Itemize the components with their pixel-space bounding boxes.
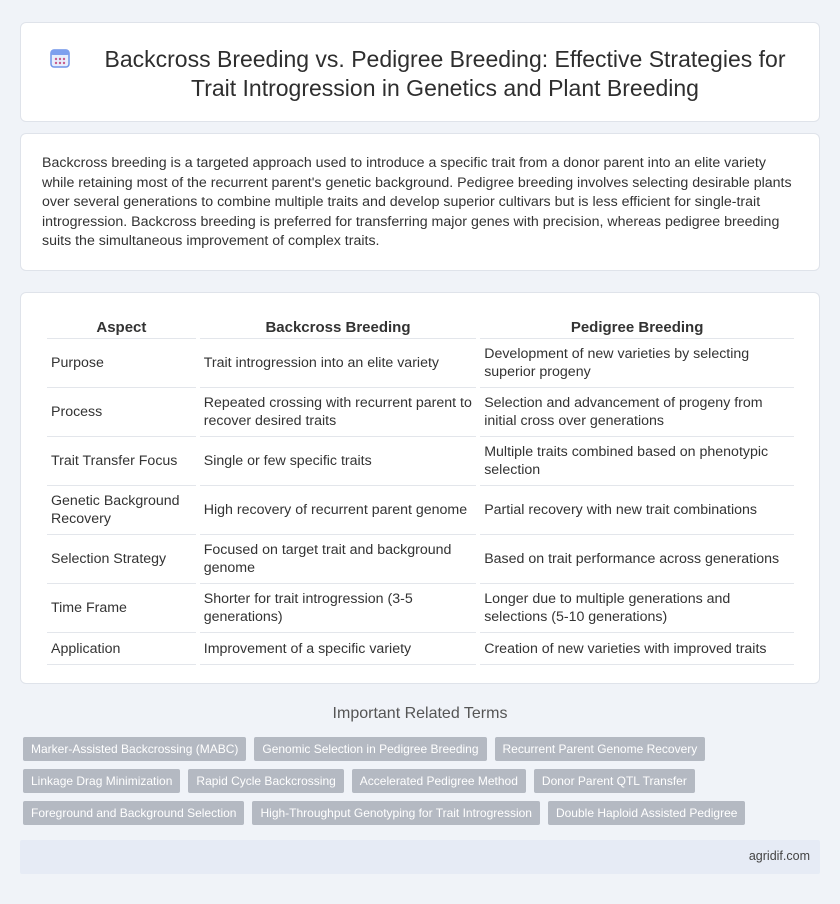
intro-paragraph: Backcross breeding is a targeted approach used to introduce a specific trait from a donor parent into an elite variety while retaining most of the recurrent parent's genetic background. Pedigree breeding involves selecting desirable plants over several generations to combine multiple traits and develop superior cultivars but is less efficient for single-trait introgression. Backcross breeding is preferred for transferring major genes with precision, whereas pedigree breeding suits the simultaneous improvement of complex traits. [42, 155, 792, 249]
row-aspect: Time Frame [47, 584, 196, 633]
related-term-tag[interactable]: Linkage Drag Minimization [23, 769, 180, 793]
related-term-tag[interactable]: Donor Parent QTL Transfer [534, 769, 695, 793]
footer [20, 840, 820, 874]
row-pedigree: Partial recovery with new trait combinations [480, 486, 794, 535]
row-backcross: Shorter for trait introgression (3-5 generations) [200, 584, 476, 633]
row-backcross: Repeated crossing with recurrent parent to recover desired traits [200, 388, 476, 437]
related-term-tag[interactable]: Foreground and Background Selection [23, 801, 244, 825]
row-backcross: High recovery of recurrent parent genome [200, 486, 476, 535]
title-card [20, 22, 820, 122]
row-pedigree: Creation of new varieties with improved traits [480, 633, 794, 665]
row-aspect: Trait Transfer Focus [47, 437, 196, 486]
row-pedigree: Longer due to multiple generations and selections (5-10 generations) [480, 584, 794, 633]
row-pedigree: Based on trait performance across generations [480, 535, 794, 584]
related-term-tag[interactable]: Marker-Assisted Backcrossing (MABC) [23, 737, 246, 761]
intro-card [20, 133, 820, 271]
row-aspect: Selection Strategy [47, 535, 196, 584]
table-row [47, 388, 794, 437]
comparison-table [43, 315, 798, 665]
header-backcross: Backcross Breeding [200, 315, 476, 339]
row-pedigree: Development of new varieties by selecting superior progeny [480, 339, 794, 388]
related-term-tag[interactable]: Genomic Selection in Pedigree Breeding [254, 737, 486, 761]
header-pedigree: Pedigree Breeding [480, 315, 794, 339]
related-terms-list [23, 737, 813, 825]
row-backcross: Trait introgression into an elite variety [200, 339, 476, 388]
table-row [47, 486, 794, 535]
row-backcross: Focused on target trait and background genome [200, 535, 476, 584]
footer-site-link[interactable]: agridif.com [748, 849, 810, 863]
calendar-icon [49, 47, 71, 69]
related-terms-title: Important Related Terms [332, 705, 508, 722]
header-aspect: Aspect [47, 315, 196, 339]
related-term-tag[interactable]: Recurrent Parent Genome Recovery [495, 737, 706, 761]
row-aspect: Application [47, 633, 196, 665]
table-row [47, 535, 794, 584]
row-pedigree: Selection and advancement of progeny from initial cross over generations [480, 388, 794, 437]
related-term-tag[interactable]: Accelerated Pedigree Method [352, 769, 526, 793]
related-term-tag[interactable]: Rapid Cycle Backcrossing [188, 769, 343, 793]
row-backcross: Single or few specific traits [200, 437, 476, 486]
row-pedigree: Multiple traits combined based on phenotypic selection [480, 437, 794, 486]
table-row [47, 584, 794, 633]
related-term-tag[interactable]: High-Throughput Genotyping for Trait Introgression [252, 801, 539, 825]
page-title: Backcross Breeding vs. Pedigree Breeding: Effective Strategies for Trait Introgression in Genetics and Plant Breeding [104, 46, 786, 101]
row-backcross: Improvement of a specific variety [200, 633, 476, 665]
table-header-row [47, 315, 794, 339]
comparison-table-card [20, 292, 820, 684]
table-row [47, 339, 794, 388]
table-row [47, 437, 794, 486]
related-term-tag[interactable]: Double Haploid Assisted Pedigree [548, 801, 745, 825]
table-row [47, 633, 794, 665]
row-aspect: Genetic Background Recovery [47, 486, 196, 535]
row-aspect: Process [47, 388, 196, 437]
row-aspect: Purpose [47, 339, 196, 388]
